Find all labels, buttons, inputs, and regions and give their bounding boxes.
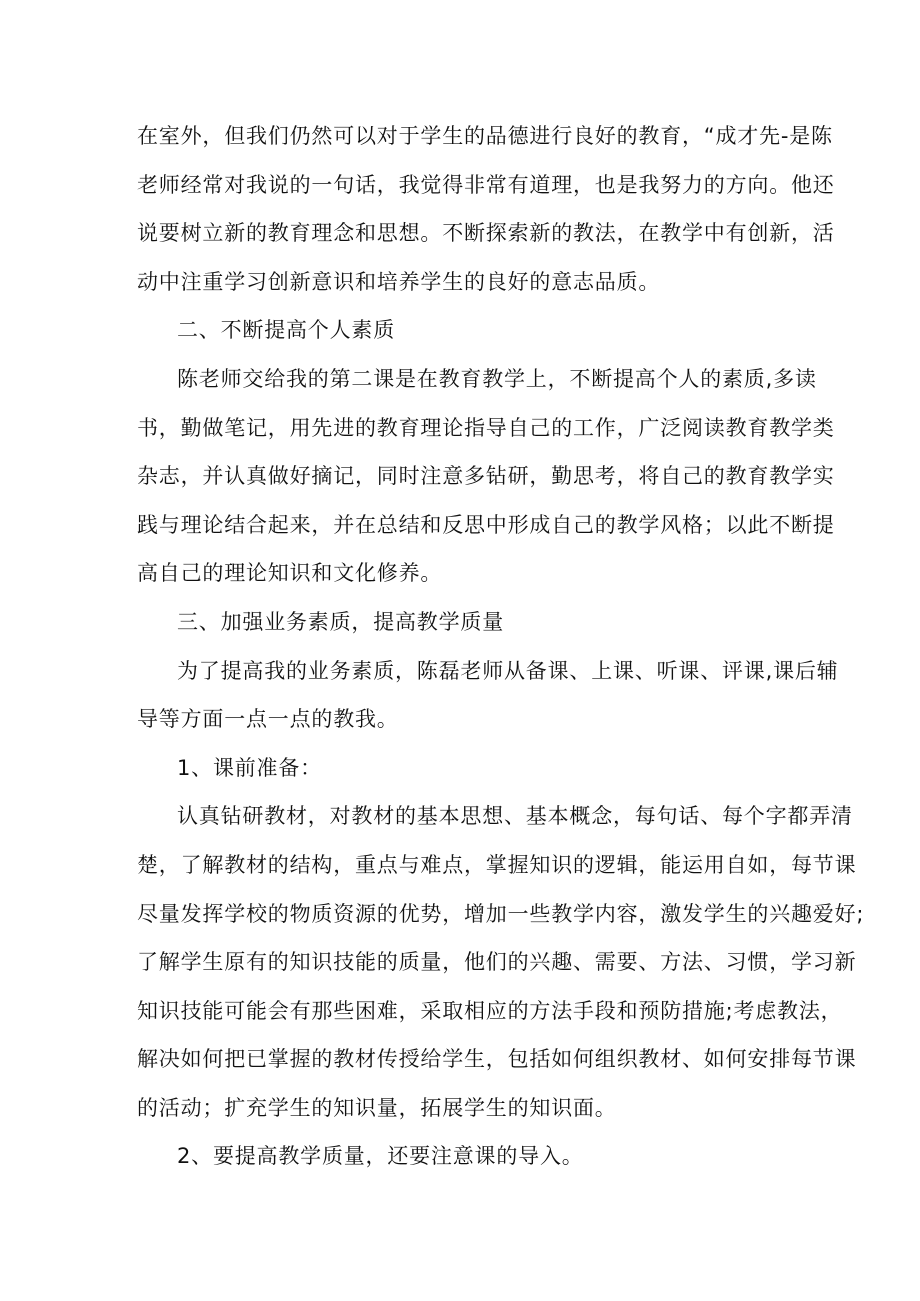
text-line: 高自己的理论知识和文化修养。: [137, 561, 443, 586]
text-line: 认真钻研教材，对教材的基本思想、基本概念，每句话、每个字都弄清: [177, 804, 853, 829]
section-heading: 三、加强业务素质，提高教学质量: [177, 609, 504, 634]
section-heading: 二、不断提高个人素质: [177, 318, 395, 343]
text-line: 导等方面一点一点的教我。: [137, 707, 399, 732]
text-line: 书，勤做笔记，用先进的教育理论指导自己的工作，广泛阅读教育教学类: [137, 415, 835, 440]
text-line: 了解学生原有的知识技能的质量，他们的兴趣、需要、方法、习惯，学习新: [137, 950, 857, 975]
text-line: 践与理论结合起来，并在总结和反思中形成自己的教学风格；以此不断提: [137, 512, 835, 537]
subsection-heading: 2、要提高教学质量，还要注意课的导入。: [177, 1144, 584, 1169]
text-line: 为了提高我的业务素质，陈磊老师从备课、上课、听课、评课,课后辅: [177, 658, 839, 683]
text-line: 说要树立新的教育理念和思想。不断探索新的教法，在教学中有创新，活: [137, 221, 835, 246]
text-line: 老师经常对我说的一句话，我觉得非常有道理，也是我努力的方向。他还: [137, 172, 835, 197]
text-line: 解决如何把已掌握的教材传授给学生，包括如何组织教材、如何安排每节课: [137, 1047, 857, 1072]
text-line: 在室外，但我们仍然可以对于学生的品德进行良好的教育，“成才先-是陈: [137, 124, 833, 148]
text-line: 尽量发挥学校的物质资源的优势，增加一些教学内容，激发学生的兴趣爱好;: [137, 901, 865, 926]
document-body: [137, 112, 865, 1181]
text-line: 知识技能可能会有那些困难，采取相应的方法手段和预防措施;考虑教法，: [137, 998, 843, 1023]
text-line: 楚，了解教材的结构，重点与难点，掌握知识的逻辑，能运用自如，每节课: [137, 852, 857, 877]
text-line: 的活动；扩充学生的知识量，拓展学生的知识面。: [137, 1095, 617, 1120]
text-line: 动中注重学习创新意识和培养学生的良好的意志品质。: [137, 269, 661, 294]
text-line: 杂志，并认真做好摘记，同时注意多钻研，勤思考，将自己的教育教学实: [137, 464, 835, 489]
subsection-heading: 1、课前准备：: [177, 755, 322, 780]
text-line: 陈老师交给我的第二课是在教育教学上，不断提高个人的素质,多读: [177, 366, 817, 391]
